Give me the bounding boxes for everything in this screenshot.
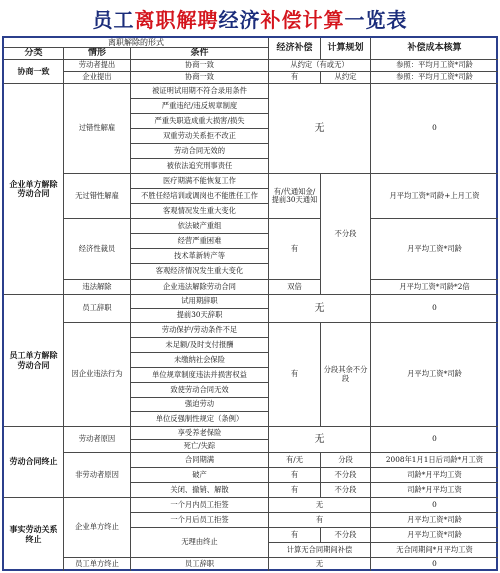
separation-forms-header: 离职解除的形式: [4, 38, 269, 48]
cost-cell: 月平均工资*司龄+上月工资: [371, 174, 498, 219]
compensation-cell: 有: [269, 528, 321, 543]
plan-cell: 计算无合同期间补偿: [269, 543, 371, 558]
compensation-cell: 有/无: [269, 453, 321, 468]
cost-cell: 月平均工资*司龄: [371, 323, 498, 427]
condition-cell: 技术革新转产等: [131, 249, 269, 264]
condition-cell: 享受养老保险: [131, 427, 269, 440]
condition-cell: 协商一致: [131, 72, 269, 84]
situation-cell: 企业提出: [64, 72, 131, 84]
situation-cell: 企业单方终止: [64, 498, 131, 558]
cost-header: 补偿成本核算: [371, 38, 498, 60]
compensation-cell: 无: [269, 427, 371, 453]
condition-cell: 员工辞职: [131, 558, 269, 571]
situation-cell: 员工辞职: [64, 295, 131, 323]
compensation-cell: 有/代通知金/提前30天通知: [269, 174, 321, 219]
condition-cell: 合同期满: [131, 453, 269, 468]
condition-cell: 致使劳动合同无效: [131, 383, 269, 398]
situation-cell: 无过错性解雇: [64, 174, 131, 219]
compensation-cell: 无: [269, 295, 371, 323]
compensation-cell: 有: [269, 468, 321, 483]
compensation-header: 经济补偿: [269, 38, 321, 60]
cost-cell: 0: [432, 559, 437, 569]
condition-cell: 客观情况发生重大变化: [131, 204, 269, 219]
condition-cell: 劳动保护/劳动条件不足: [131, 323, 269, 338]
plan-header: 计算规划: [321, 38, 371, 60]
cost-cell: 2008年1月1日后司龄*月工资: [371, 453, 498, 468]
cost-cell: 参照：平均月工资*司龄: [371, 72, 498, 84]
condition-cell: 一个月后员工拒签: [131, 513, 269, 528]
condition-cell: 严重违纪/违反规章制度: [131, 99, 269, 114]
condition-cell: 不胜任经培训或调岗也不能胜任工作: [131, 189, 269, 204]
cost-cell: 司龄*月平均工资: [371, 468, 498, 483]
condition-cell: 未足额/及时支付报酬: [131, 338, 269, 353]
section-employee-termination: 员工单方解除劳动合同: [4, 295, 64, 427]
condition-cell: 强迫劳动: [131, 398, 269, 412]
cost-cell: 0: [371, 84, 498, 174]
page-title: [0, 0, 500, 36]
situation-cell: 劳动者原因: [64, 427, 131, 453]
condition-cell: 一个月内员工拒签: [131, 498, 269, 513]
plan-cell: 不分段: [321, 468, 371, 483]
compensation-cell: 无: [269, 558, 371, 571]
situation-cell: 员工单方终止: [64, 558, 131, 571]
situation-cell: 过错性解雇: [64, 84, 131, 174]
condition-cell: 死亡/失踪: [131, 440, 269, 453]
plan-cell: 不分段: [321, 483, 371, 498]
title-part: 一览表: [344, 7, 408, 32]
category-header: 分类: [4, 48, 64, 60]
cost-cell: 月平均工资*司龄: [371, 528, 498, 543]
condition-cell: 企业违法解除劳动合同: [131, 280, 269, 295]
situation-cell: 因企业违法行为: [64, 323, 131, 427]
situation-cell: 劳动者提出: [64, 60, 131, 72]
condition-cell: 无理由终止: [131, 528, 269, 558]
situation-cell: 违法解除: [64, 280, 131, 295]
cost-cell: 月平均工资*司龄: [371, 513, 498, 528]
condition-cell: 严重失职造成重大损害/损失: [131, 114, 269, 129]
cost-cell: 0: [371, 295, 498, 323]
condition-cell: 被依法追究刑事责任: [131, 159, 269, 174]
situation-cell: 非劳动者原因: [64, 453, 131, 498]
compensation-cell: 无: [269, 84, 371, 174]
compensation-cell: 无: [269, 498, 371, 513]
compensation-cell: 有: [269, 323, 321, 427]
compensation-cell: 有: [269, 219, 321, 280]
cost-cell: 月平均工资*司龄: [371, 219, 498, 280]
section-factual-end: 事实劳动关系终止: [4, 498, 64, 571]
condition-cell: 提前30天辞职: [131, 309, 269, 323]
plan-cell: 分段其余不分段: [321, 323, 371, 427]
compensation-cell: 有: [269, 483, 321, 498]
cost-cell: 参照：平均月工资*司龄: [371, 60, 498, 72]
condition-cell: 经营严重困难: [131, 234, 269, 249]
condition-cell: 客观经济情况发生重大变化: [131, 264, 269, 280]
condition-cell: 试用期辞职: [131, 295, 269, 309]
title-part: 员工: [92, 7, 135, 32]
condition-cell: 单位规章制度违法并损害权益: [131, 368, 269, 383]
condition-cell: 医疗期满不能恢复工作: [131, 174, 269, 189]
title-part: 经济: [218, 7, 261, 32]
situation-cell: 经济性裁员: [64, 219, 131, 280]
compensation-cell: 从约定（有或无）: [269, 60, 371, 72]
plan-cell: 不分段: [321, 174, 371, 295]
condition-cell: 双重劳动关系拒不改正: [131, 129, 269, 144]
condition-cell: 单位反强制性规定（条例）: [131, 412, 269, 427]
title-part: 补偿计算: [260, 7, 345, 32]
title-part: 离职解聘: [134, 7, 219, 32]
situation-header: 情形: [64, 48, 131, 60]
condition-cell: 关闭、撤销、解散: [131, 483, 269, 498]
section-employer-termination: 企业单方解除劳动合同: [4, 84, 64, 295]
condition-cell: 被证明试用期不符合录用条件: [131, 84, 269, 99]
compensation-table: [2, 36, 498, 571]
compensation-cell: 有: [269, 513, 371, 528]
cost-cell: 无合同期间*月平均工资: [371, 543, 498, 558]
cost-cell: 司龄*月平均工资: [371, 483, 498, 498]
compensation-cell: 双倍: [269, 280, 321, 295]
plan-cell: 不分段: [321, 528, 371, 543]
condition-header: 条件: [131, 48, 269, 60]
condition-cell: 破产: [131, 468, 269, 483]
plan-cell: 分段: [321, 453, 371, 468]
condition-cell: 劳动合同无效的: [131, 144, 269, 159]
plan-cell: 从约定: [321, 72, 371, 84]
condition-cell: 未缴纳社会保险: [131, 353, 269, 368]
compensation-cell: 有: [269, 72, 321, 84]
section-mutual: 协商一致: [4, 60, 64, 84]
cost-cell: 0: [371, 427, 498, 453]
condition-cell: 依法破产重组: [131, 219, 269, 234]
cost-cell: 月平均工资*司龄*2倍: [371, 280, 498, 295]
condition-cell: 协商一致: [131, 60, 269, 72]
cost-cell: 0: [371, 498, 498, 513]
section-contract-end: 劳动合同终止: [4, 427, 64, 498]
